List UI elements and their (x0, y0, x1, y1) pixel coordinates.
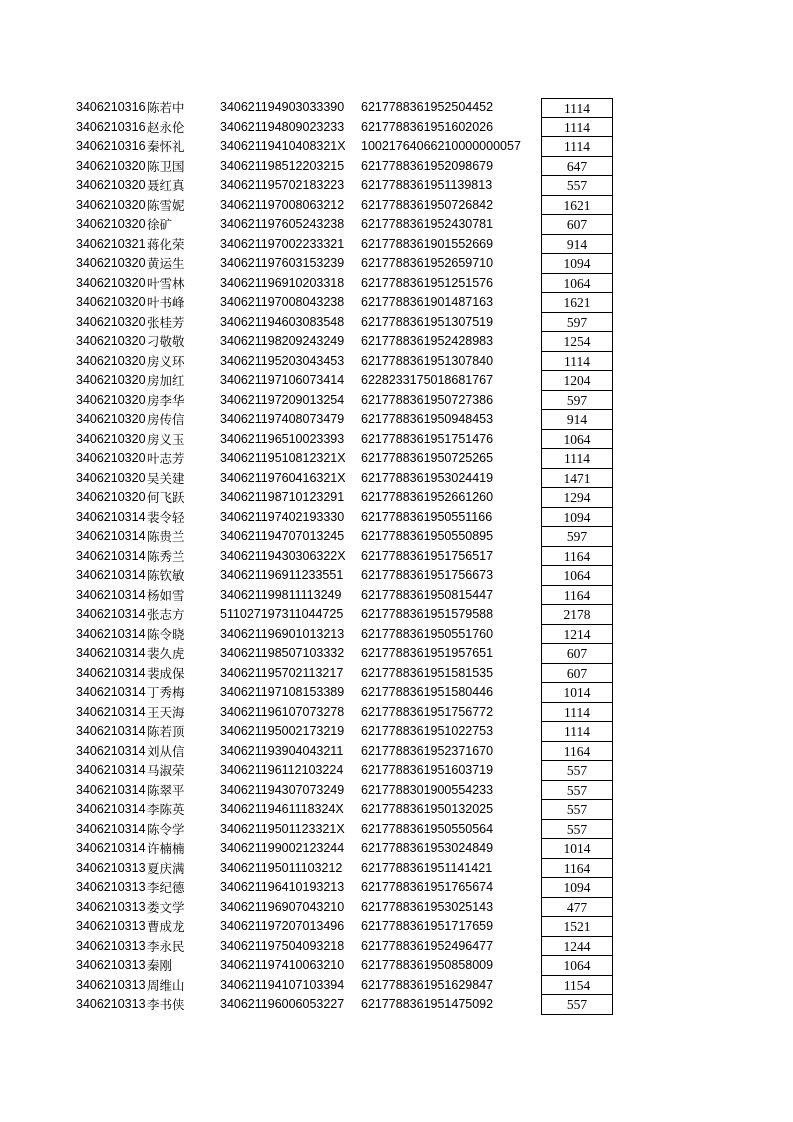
name-cell: 房李华 (147, 392, 185, 408)
id-number-cell: 340621196901013213 (220, 626, 345, 641)
table-row (0, 274, 793, 294)
household-code-cell: 3406210314 (76, 763, 146, 777)
name-cell: 陈翠平 (147, 782, 185, 798)
account-number-cell: 6217788361952371670 (361, 743, 494, 758)
household-code-cell: 3406210314 (76, 548, 146, 563)
amount-cell: 557 (541, 800, 613, 820)
household-code-cell: 3406210314 (76, 704, 146, 719)
name-cell: 黄运生 (147, 256, 185, 271)
household-code-cell: 3406210314 (76, 568, 146, 582)
household-code-cell: 3406210320 (76, 353, 146, 368)
id-number-cell: 340621194809023233 (220, 119, 345, 134)
table-row (0, 118, 793, 138)
table-row (0, 781, 793, 801)
table-row (0, 547, 793, 567)
table-row (0, 566, 793, 586)
id-number-cell: 34062119410408321X (220, 139, 346, 153)
amount-cell: 1621 (541, 196, 613, 216)
table-row (0, 742, 793, 762)
id-number-cell: 340621195011103212 (220, 860, 343, 875)
id-number-cell: 34062119760416321X (220, 470, 346, 485)
name-cell: 房义玉 (147, 431, 185, 447)
id-number-cell: 340621197605243238 (220, 217, 345, 231)
id-number-cell: 340621197108153389 (220, 685, 345, 699)
household-code-cell: 3406210316 (76, 119, 146, 134)
household-code-cell: 3406210313 (76, 997, 146, 1011)
account-number-cell: 6217788361951751476 (361, 431, 494, 446)
id-number-cell: 340621198507103332 (220, 646, 345, 660)
name-cell: 裴成保 (147, 665, 185, 681)
account-number-cell: 6217788361951957651 (361, 646, 494, 660)
id-number-cell: 340621197002233321 (220, 236, 345, 251)
id-number-cell: 340621198710123291 (220, 490, 345, 504)
name-cell: 刘从信 (147, 743, 185, 759)
table-row (0, 313, 793, 333)
account-number-cell: 6217788361951141421 (361, 860, 493, 875)
amount-cell: 1521 (541, 917, 613, 937)
amount-cell: 1154 (541, 976, 613, 996)
name-cell: 陈雪妮 (147, 197, 185, 213)
name-cell: 房传信 (147, 412, 185, 427)
account-number-cell: 6217788361950550564 (361, 821, 494, 836)
amount-cell: 1164 (541, 586, 613, 606)
account-number-cell: 6217788361951251576 (361, 275, 494, 290)
account-number-cell: 6217788361951579588 (361, 607, 494, 621)
account-number-cell: 6217788361951756517 (361, 548, 494, 563)
id-number-cell: 34062119510812321X (220, 451, 346, 465)
account-number-cell: 6217788361901552669 (361, 236, 494, 251)
table-row (0, 352, 793, 372)
table-row (0, 235, 793, 255)
id-number-cell: 340621196006053227 (220, 997, 345, 1011)
account-number-cell: 6217788361950815447 (361, 587, 494, 602)
name-cell: 李书侠 (147, 997, 185, 1012)
table-row (0, 644, 793, 664)
account-number-cell: 6217788361951717659 (361, 919, 494, 933)
account-number-cell: 6217788361952659710 (361, 256, 494, 270)
amount-cell: 1254 (541, 332, 613, 352)
id-number-cell: 340621196910203318 (220, 275, 345, 290)
table-row (0, 215, 793, 235)
table-row (0, 293, 793, 313)
amount-cell: 1164 (541, 859, 613, 879)
id-number-cell: 340621194307073249 (220, 782, 345, 797)
household-code-cell: 3406210320 (76, 490, 146, 504)
amount-cell: 1064 (541, 956, 613, 976)
table-row (0, 664, 793, 684)
household-code-cell: 3406210313 (76, 880, 146, 894)
account-number-cell: 6217788361952661260 (361, 490, 494, 504)
household-code-cell: 3406210320 (76, 451, 146, 465)
amount-cell: 1014 (541, 839, 613, 859)
household-code-cell: 3406210313 (76, 977, 146, 992)
amount-cell: 914 (541, 410, 613, 430)
amount-cell: 607 (541, 215, 613, 235)
amount-cell: 914 (541, 235, 613, 255)
amount-cell: 1114 (541, 118, 613, 138)
amount-cell: 1114 (541, 449, 613, 469)
table-row (0, 157, 793, 177)
account-number-cell: 6217788361951581535 (361, 665, 494, 680)
name-cell: 裴久虎 (147, 646, 185, 661)
id-number-cell: 340621195002173219 (220, 724, 345, 738)
table-row (0, 488, 793, 508)
account-number-cell: 6217788361953024849 (361, 841, 494, 855)
table-row (0, 898, 793, 918)
table-row (0, 820, 793, 840)
name-cell: 陈钦敏 (147, 568, 185, 583)
account-number-cell: 6217788361951022753 (361, 724, 494, 738)
name-cell: 李纪德 (147, 880, 185, 895)
account-number-cell: 6217788361951602026 (361, 119, 494, 134)
name-cell: 李陈英 (147, 802, 185, 817)
table-row (0, 469, 793, 489)
id-number-cell: 340621199002123244 (220, 841, 345, 855)
id-number-cell: 340621195702113217 (220, 665, 344, 680)
household-code-cell: 3406210313 (76, 938, 146, 953)
account-number-cell: 6217788361951580446 (361, 685, 494, 699)
amount-cell: 1114 (541, 352, 613, 372)
account-number-cell: 6217788361950550895 (361, 529, 494, 543)
account-number-cell: 6217788361952098679 (361, 158, 494, 173)
id-number-cell: 340621196510023393 (220, 431, 345, 446)
account-number-cell: 6217788361950858009 (361, 958, 494, 972)
name-cell: 陈令学 (147, 821, 185, 837)
table-row (0, 176, 793, 196)
household-code-cell: 3406210320 (76, 197, 146, 212)
table-row (0, 683, 793, 703)
table-row (0, 722, 793, 742)
table-row (0, 605, 793, 625)
table-row (0, 839, 793, 859)
account-number-cell: 6217788361951475092 (361, 997, 494, 1011)
table-row (0, 937, 793, 957)
amount-cell: 1114 (541, 703, 613, 723)
household-code-cell: 3406210320 (76, 392, 146, 407)
name-cell: 杨如雪 (147, 587, 185, 603)
household-code-cell: 3406210316 (76, 139, 146, 153)
name-cell: 陈若顶 (147, 724, 185, 739)
table-row (0, 371, 793, 391)
household-code-cell: 3406210313 (76, 860, 146, 875)
name-cell: 吴关建 (147, 470, 185, 486)
account-number-cell: 6217788361952496477 (361, 938, 494, 953)
account-number-cell: 6217788361953024419 (361, 470, 494, 485)
id-number-cell: 340621197209013254 (220, 392, 345, 407)
account-number-cell: 6217788361951603719 (361, 763, 494, 777)
id-number-cell: 340621197402193330 (220, 509, 345, 524)
name-cell: 刁敬敬 (147, 334, 185, 349)
amount-cell: 1204 (541, 371, 613, 391)
household-code-cell: 3406210321 (76, 236, 146, 251)
name-cell: 叶书峰 (147, 295, 185, 310)
name-cell: 秦怀礼 (147, 139, 185, 154)
name-cell: 陈令晓 (147, 626, 185, 642)
table-row (0, 430, 793, 450)
account-number-cell: 6217788361951139813 (361, 178, 493, 192)
account-number-cell: 6217788361950725265 (361, 451, 494, 465)
id-number-cell: 340621197410063210 (220, 958, 345, 972)
household-code-cell: 3406210314 (76, 685, 146, 699)
amount-cell: 1014 (541, 683, 613, 703)
household-code-cell: 3406210314 (76, 509, 146, 524)
account-number-cell: 6217788361951629847 (361, 977, 494, 992)
amount-cell: 1094 (541, 508, 613, 528)
household-code-cell: 3406210314 (76, 743, 146, 758)
household-code-cell: 3406210320 (76, 412, 146, 426)
household-code-cell: 3406210314 (76, 841, 146, 855)
name-cell: 叶雪林 (147, 275, 185, 291)
name-cell: 秦刚 (147, 958, 173, 973)
amount-cell: 557 (541, 781, 613, 801)
id-number-cell: 340621194107103394 (220, 977, 345, 992)
household-code-cell: 3406210316 (76, 100, 146, 114)
table-row (0, 391, 793, 411)
id-number-cell: 340621196107073278 (220, 704, 345, 719)
name-cell: 聂红真 (147, 178, 185, 193)
account-number-cell: 10021764066210000000057 (361, 139, 521, 153)
id-number-cell: 340621197408073479 (220, 412, 345, 426)
amount-cell: 1094 (541, 878, 613, 898)
account-number-cell: 6217788361950726842 (361, 197, 494, 212)
id-number-cell: 340621193904043211 (220, 743, 344, 758)
account-number-cell: 6217788361952428983 (361, 334, 494, 348)
household-code-cell: 3406210320 (76, 314, 146, 329)
id-number-cell: 340621198209243249 (220, 334, 345, 348)
id-number-cell: 340621197008043238 (220, 295, 345, 309)
table-row (0, 859, 793, 879)
household-code-cell: 3406210320 (76, 295, 146, 309)
name-cell: 夏庆满 (147, 860, 185, 876)
account-number-cell: 6217788361952430781 (361, 217, 494, 231)
id-number-cell: 340621196410193213 (220, 880, 345, 894)
household-code-cell: 3406210320 (76, 334, 146, 348)
household-code-cell: 3406210314 (76, 724, 146, 738)
household-code-cell: 3406210314 (76, 626, 146, 641)
account-number-cell: 6217788361950948453 (361, 412, 494, 426)
amount-cell: 1064 (541, 274, 613, 294)
amount-cell: 1164 (541, 742, 613, 762)
table-row (0, 800, 793, 820)
account-number-cell: 6217788361953025143 (361, 899, 494, 914)
id-number-cell: 34062119461118324X (220, 802, 344, 816)
amount-cell: 1064 (541, 566, 613, 586)
amount-cell: 1094 (541, 254, 613, 274)
account-number-cell: 6217788361951756772 (361, 704, 494, 719)
name-cell: 徐矿 (147, 217, 173, 232)
household-code-cell: 3406210314 (76, 587, 146, 602)
account-number-cell: 6217788361901487163 (361, 295, 494, 309)
account-number-cell: 6217788361952504452 (361, 100, 494, 114)
table-row (0, 254, 793, 274)
table-row (0, 917, 793, 937)
amount-cell: 647 (541, 157, 613, 177)
household-code-cell: 3406210314 (76, 821, 146, 836)
name-cell: 马淑荣 (147, 763, 185, 778)
id-number-cell: 511027197311044725 (220, 607, 344, 621)
id-number-cell: 340621194707013245 (220, 529, 345, 543)
table-row (0, 196, 793, 216)
name-cell: 房加红 (147, 373, 185, 388)
id-number-cell: 340621196112103224 (220, 763, 344, 777)
name-cell: 张桂芳 (147, 314, 185, 330)
table-row (0, 508, 793, 528)
household-code-cell: 3406210313 (76, 919, 146, 933)
household-code-cell: 3406210313 (76, 899, 146, 914)
account-number-cell: 6228233175018681767 (361, 373, 494, 387)
name-cell: 叶志芳 (147, 451, 185, 466)
account-number-cell: 6217788361951765674 (361, 880, 494, 894)
spreadsheet-table (0, 98, 793, 1015)
amount-cell: 2178 (541, 605, 613, 625)
household-code-cell: 3406210313 (76, 958, 146, 972)
id-number-cell: 340621198512203215 (220, 158, 345, 173)
household-code-cell: 3406210320 (76, 470, 146, 485)
household-code-cell: 3406210320 (76, 431, 146, 446)
name-cell: 王天海 (147, 704, 185, 720)
amount-cell: 1621 (541, 293, 613, 313)
id-number-cell: 340621195702183223 (220, 178, 345, 192)
id-number-cell: 340621196907043210 (220, 899, 345, 914)
id-number-cell: 340621194603083548 (220, 314, 345, 329)
name-cell: 陈秀兰 (147, 548, 185, 564)
amount-cell: 557 (541, 995, 613, 1015)
amount-cell: 597 (541, 391, 613, 411)
account-number-cell: 6217788361951307840 (361, 353, 494, 368)
amount-cell: 557 (541, 761, 613, 781)
amount-cell: 1114 (541, 137, 613, 157)
name-cell: 丁秀梅 (147, 685, 185, 700)
name-cell: 张志方 (147, 607, 185, 622)
id-number-cell: 34062119501123321X (220, 821, 345, 836)
table-row (0, 137, 793, 157)
amount-cell: 1114 (541, 722, 613, 742)
household-code-cell: 3406210314 (76, 646, 146, 660)
amount-cell: 1244 (541, 937, 613, 957)
id-number-cell: 340621199811113249 (220, 587, 342, 602)
name-cell: 周维山 (147, 977, 185, 993)
amount-cell: 557 (541, 176, 613, 196)
table-row (0, 956, 793, 976)
household-code-cell: 3406210320 (76, 256, 146, 270)
account-number-cell: 6217788361950727386 (361, 392, 494, 407)
table-row (0, 995, 793, 1015)
id-number-cell: 340621195203043453 (220, 353, 345, 368)
amount-cell: 607 (541, 664, 613, 684)
account-number-cell: 6217788361951307519 (361, 314, 494, 329)
name-cell: 陈卫国 (147, 158, 185, 174)
amount-cell: 557 (541, 820, 613, 840)
household-code-cell: 3406210320 (76, 178, 146, 192)
table-row (0, 449, 793, 469)
table-row (0, 976, 793, 996)
amount-cell: 597 (541, 313, 613, 333)
account-number-cell: 6217788361950132025 (361, 802, 494, 816)
household-code-cell: 3406210314 (76, 782, 146, 797)
household-code-cell: 3406210320 (76, 217, 146, 231)
amount-cell: 1164 (541, 547, 613, 567)
name-cell: 房义环 (147, 353, 185, 369)
id-number-cell: 340621197106073414 (220, 373, 345, 387)
id-number-cell: 340621197207013496 (220, 919, 345, 933)
name-cell: 陈贵兰 (147, 529, 185, 544)
household-code-cell: 3406210320 (76, 275, 146, 290)
id-number-cell: 340621196911233551 (220, 568, 344, 582)
household-code-cell: 3406210314 (76, 802, 146, 816)
account-number-cell: 6217788361950551760 (361, 626, 494, 641)
household-code-cell: 3406210320 (76, 158, 146, 173)
amount-cell: 1294 (541, 488, 613, 508)
amount-cell: 477 (541, 898, 613, 918)
table-row (0, 586, 793, 606)
id-number-cell: 340621197008063212 (220, 197, 345, 212)
id-number-cell: 340621197603153239 (220, 256, 345, 270)
account-number-cell: 6217788361951756673 (361, 568, 494, 582)
name-cell: 娄文学 (147, 899, 185, 915)
table-row (0, 703, 793, 723)
name-cell: 赵永伦 (147, 119, 185, 135)
household-code-cell: 3406210314 (76, 529, 146, 543)
id-number-cell: 340621194903033390 (220, 100, 345, 114)
table-row (0, 761, 793, 781)
name-cell: 蒋化荣 (147, 236, 185, 252)
amount-cell: 1064 (541, 430, 613, 450)
amount-cell: 1114 (541, 98, 613, 118)
household-code-cell: 3406210314 (76, 665, 146, 680)
household-code-cell: 3406210320 (76, 373, 146, 387)
table-row (0, 332, 793, 352)
household-code-cell: 3406210314 (76, 607, 146, 621)
name-cell: 许楠楠 (147, 841, 185, 856)
id-number-cell: 34062119430306322X (220, 548, 346, 563)
name-cell: 裴令轻 (147, 509, 185, 525)
amount-cell: 1471 (541, 469, 613, 489)
table-row (0, 98, 793, 118)
table-row (0, 878, 793, 898)
id-number-cell: 340621197504093218 (220, 938, 345, 953)
amount-cell: 597 (541, 527, 613, 547)
name-cell: 曹成龙 (147, 919, 185, 934)
name-cell: 何飞跃 (147, 490, 185, 505)
table-row (0, 527, 793, 547)
table-row (0, 410, 793, 430)
amount-cell: 607 (541, 644, 613, 664)
name-cell: 李永民 (147, 938, 185, 954)
account-number-cell: 6217788361950551166 (361, 509, 493, 524)
table-row (0, 625, 793, 645)
account-number-cell: 6217788301900554233 (361, 782, 494, 797)
amount-cell: 1214 (541, 625, 613, 645)
name-cell: 陈若中 (147, 100, 185, 115)
